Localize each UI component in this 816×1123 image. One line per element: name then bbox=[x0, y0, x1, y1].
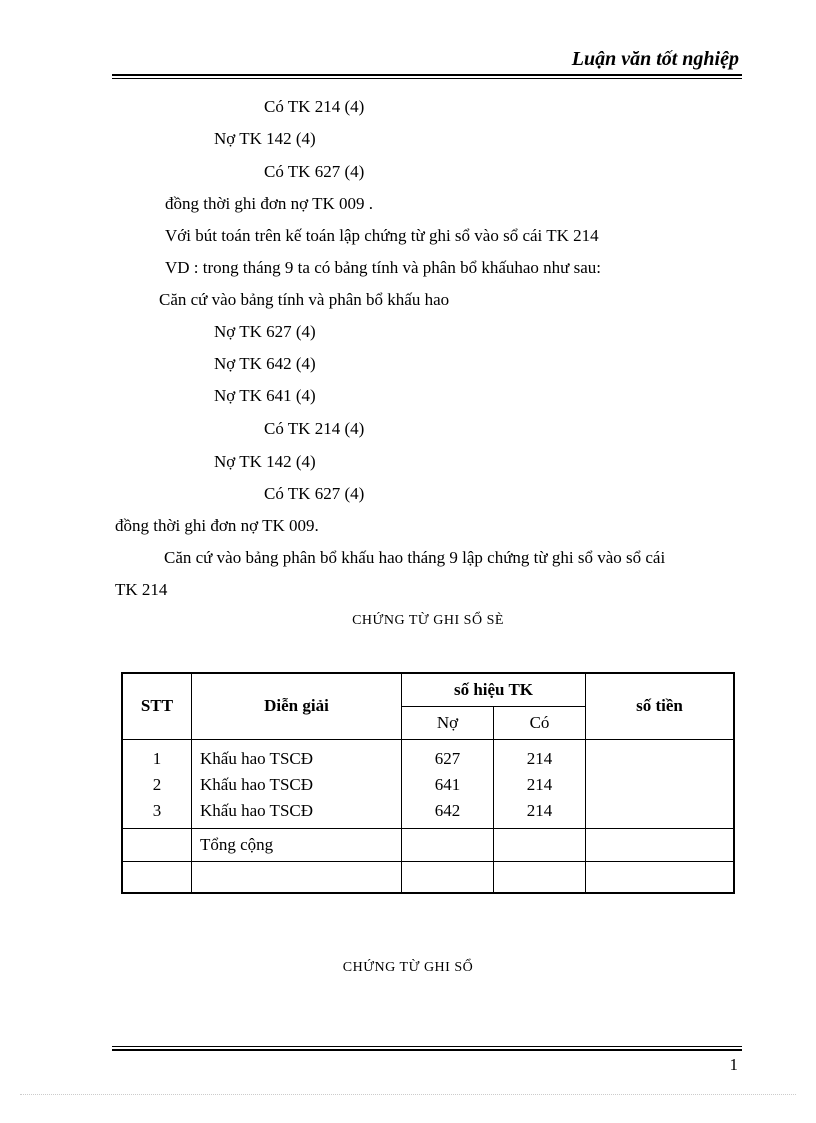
row-1-stt: 1 bbox=[152, 748, 162, 768]
dien-giai-column bbox=[192, 739, 402, 828]
co-column bbox=[494, 739, 586, 828]
row-3-stt: 3 bbox=[152, 800, 162, 820]
text-line-16: TK 214 bbox=[115, 580, 168, 599]
page-header-title: Luận văn tốt nghiệp bbox=[571, 48, 739, 70]
text-line-6: VD : trong tháng 9 ta có bảng tính và phân bổ khấuhao như sau: bbox=[165, 258, 602, 277]
header-so-tien: số tiền bbox=[586, 673, 735, 739]
row-1-dien-giai: Khấu hao TSCĐ bbox=[200, 748, 314, 768]
text-line-8: Nợ TK 627 (4) bbox=[214, 322, 316, 341]
empty-row bbox=[122, 861, 734, 893]
header-so-hieu-tk: số hiệu TK bbox=[402, 673, 586, 706]
text-line-7: Căn cứ vào bảng tính và phân bổ khấu hao bbox=[159, 290, 450, 309]
total-no bbox=[402, 828, 494, 861]
footer-rule bbox=[112, 1046, 742, 1051]
voucher-table bbox=[121, 672, 735, 894]
text-line-11: Có TK 214 (4) bbox=[264, 419, 365, 438]
text-line-4: đồng thời ghi đơn nợ TK 009 . bbox=[165, 194, 373, 213]
row-3-dien-giai: Khấu hao TSCĐ bbox=[200, 800, 314, 820]
text-line-10: Nợ TK 641 (4) bbox=[214, 386, 316, 405]
row-3-co: 214 bbox=[526, 800, 553, 820]
row-1-no: 627 bbox=[434, 748, 461, 768]
total-co bbox=[494, 828, 586, 861]
row-2-co: 214 bbox=[526, 774, 553, 794]
header-no: Nợ bbox=[402, 706, 494, 739]
text-line-5: Với bút toán trên kế toán lập chứng từ ghi sổ vào sổ cái TK 214 bbox=[165, 226, 599, 245]
row-1-co: 214 bbox=[526, 748, 553, 768]
total-label: Tổng cộng bbox=[192, 828, 402, 861]
table-title: CHỨNG TỪ GHI SỔ SÈ bbox=[352, 613, 504, 628]
text-line-3: Có TK 627 (4) bbox=[264, 162, 365, 181]
text-line-13: Có TK 627 (4) bbox=[264, 484, 365, 503]
row-3-no: 642 bbox=[434, 800, 461, 820]
header-rule bbox=[112, 74, 742, 79]
row-2-stt: 2 bbox=[152, 774, 162, 794]
total-row bbox=[122, 828, 734, 861]
text-line-2: Nợ TK 142 (4) bbox=[214, 129, 316, 148]
table-body-rows bbox=[122, 739, 734, 828]
text-line-14: đồng thời ghi đơn nợ TK 009. bbox=[115, 516, 319, 535]
stt-column bbox=[122, 739, 192, 828]
total-so-tien bbox=[586, 828, 735, 861]
row-2-no: 641 bbox=[434, 774, 461, 794]
page-bottom-edge bbox=[20, 1094, 796, 1095]
header-stt: STT bbox=[122, 673, 192, 739]
text-line-12: Nợ TK 142 (4) bbox=[214, 452, 316, 471]
text-line-9: Nợ TK 642 (4) bbox=[214, 354, 316, 373]
no-column bbox=[402, 739, 494, 828]
header-dien-giai: Diễn giải bbox=[192, 673, 402, 739]
page-number: 1 bbox=[729, 1055, 738, 1074]
second-title: CHỨNG TỪ GHI SỔ bbox=[342, 960, 474, 975]
so-tien-column bbox=[586, 739, 735, 828]
text-line-1: Có TK 214 (4) bbox=[264, 97, 365, 116]
text-line-15: Căn cứ vào bảng phân bổ khấu hao tháng 9 lập chứng từ ghi sổ vào sổ cái bbox=[164, 548, 666, 567]
header-co: Có bbox=[494, 706, 586, 739]
total-stt bbox=[122, 828, 192, 861]
row-2-dien-giai: Khấu hao TSCĐ bbox=[200, 774, 314, 794]
